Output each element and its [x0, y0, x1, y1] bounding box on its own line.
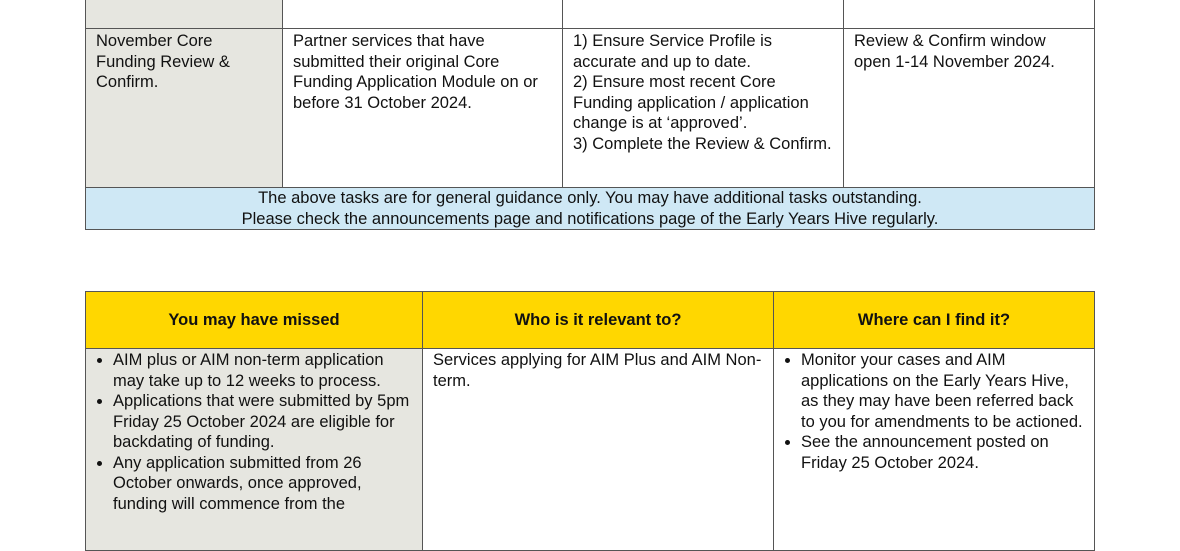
missed-table [85, 291, 1095, 551]
table-cell [86, 0, 283, 29]
table-row [86, 29, 1095, 188]
column-header: Who is it relevant to? [423, 292, 774, 349]
guidance-note [86, 188, 1095, 230]
task-when-cell: Review & Confirm window open 1-14 November 2024. [844, 29, 1095, 188]
list-item: • Any application submitted from 26 October onwards, once approved, funding will commence from the [113, 453, 412, 515]
guidance-note-line: The above tasks are for general guidance only. You may have additional tasks outstanding. [258, 189, 922, 207]
table-row [86, 0, 1095, 29]
where-cell [774, 349, 1095, 551]
column-header: You may have missed [86, 292, 423, 349]
table-cell [844, 0, 1095, 29]
task-step: 3) Complete the Review & Confirm. [573, 134, 832, 153]
tasks-table [85, 0, 1095, 230]
task-step: 1) Ensure Service Profile is accurate and up to date. [573, 32, 772, 71]
relevant-cell: Services applying for AIM Plus and AIM Non-term. [423, 349, 774, 551]
column-header: Where can I find it? [774, 292, 1095, 349]
missed-list [96, 350, 412, 514]
table-cell [563, 0, 844, 29]
guidance-note-row [86, 188, 1095, 230]
task-step: 2) Ensure most recent Core Funding application / application change is at ‘approved’. [573, 73, 809, 132]
list-item: • Applications that were submitted by 5pm Friday 25 October 2024 are eligible for backdating of funding. [113, 391, 412, 453]
guidance-note-line: Please check the announcements page and notifications page of the Early Years Hive regularly. [241, 209, 939, 228]
list-item: • AIM plus or AIM non-term application may take up to 12 weeks to process. [113, 350, 412, 391]
task-steps-cell [563, 29, 844, 188]
table-cell [283, 0, 563, 29]
list-item: • Monitor your cases and AIM applications on the Early Years Hive, as they may have been referred back to you for amendments to be actioned. [801, 350, 1084, 432]
task-name-cell: November Core Funding Review & Confirm. [86, 29, 283, 188]
missed-cell [86, 349, 423, 551]
table-header-row [86, 292, 1095, 349]
where-list [784, 350, 1084, 473]
task-who-cell: Partner services that have submitted their original Core Funding Application Module on or before 31 October 2024. [283, 29, 563, 188]
table-row [86, 349, 1095, 551]
list-item: • See the announcement posted on Friday 25 October 2024. [801, 432, 1084, 473]
